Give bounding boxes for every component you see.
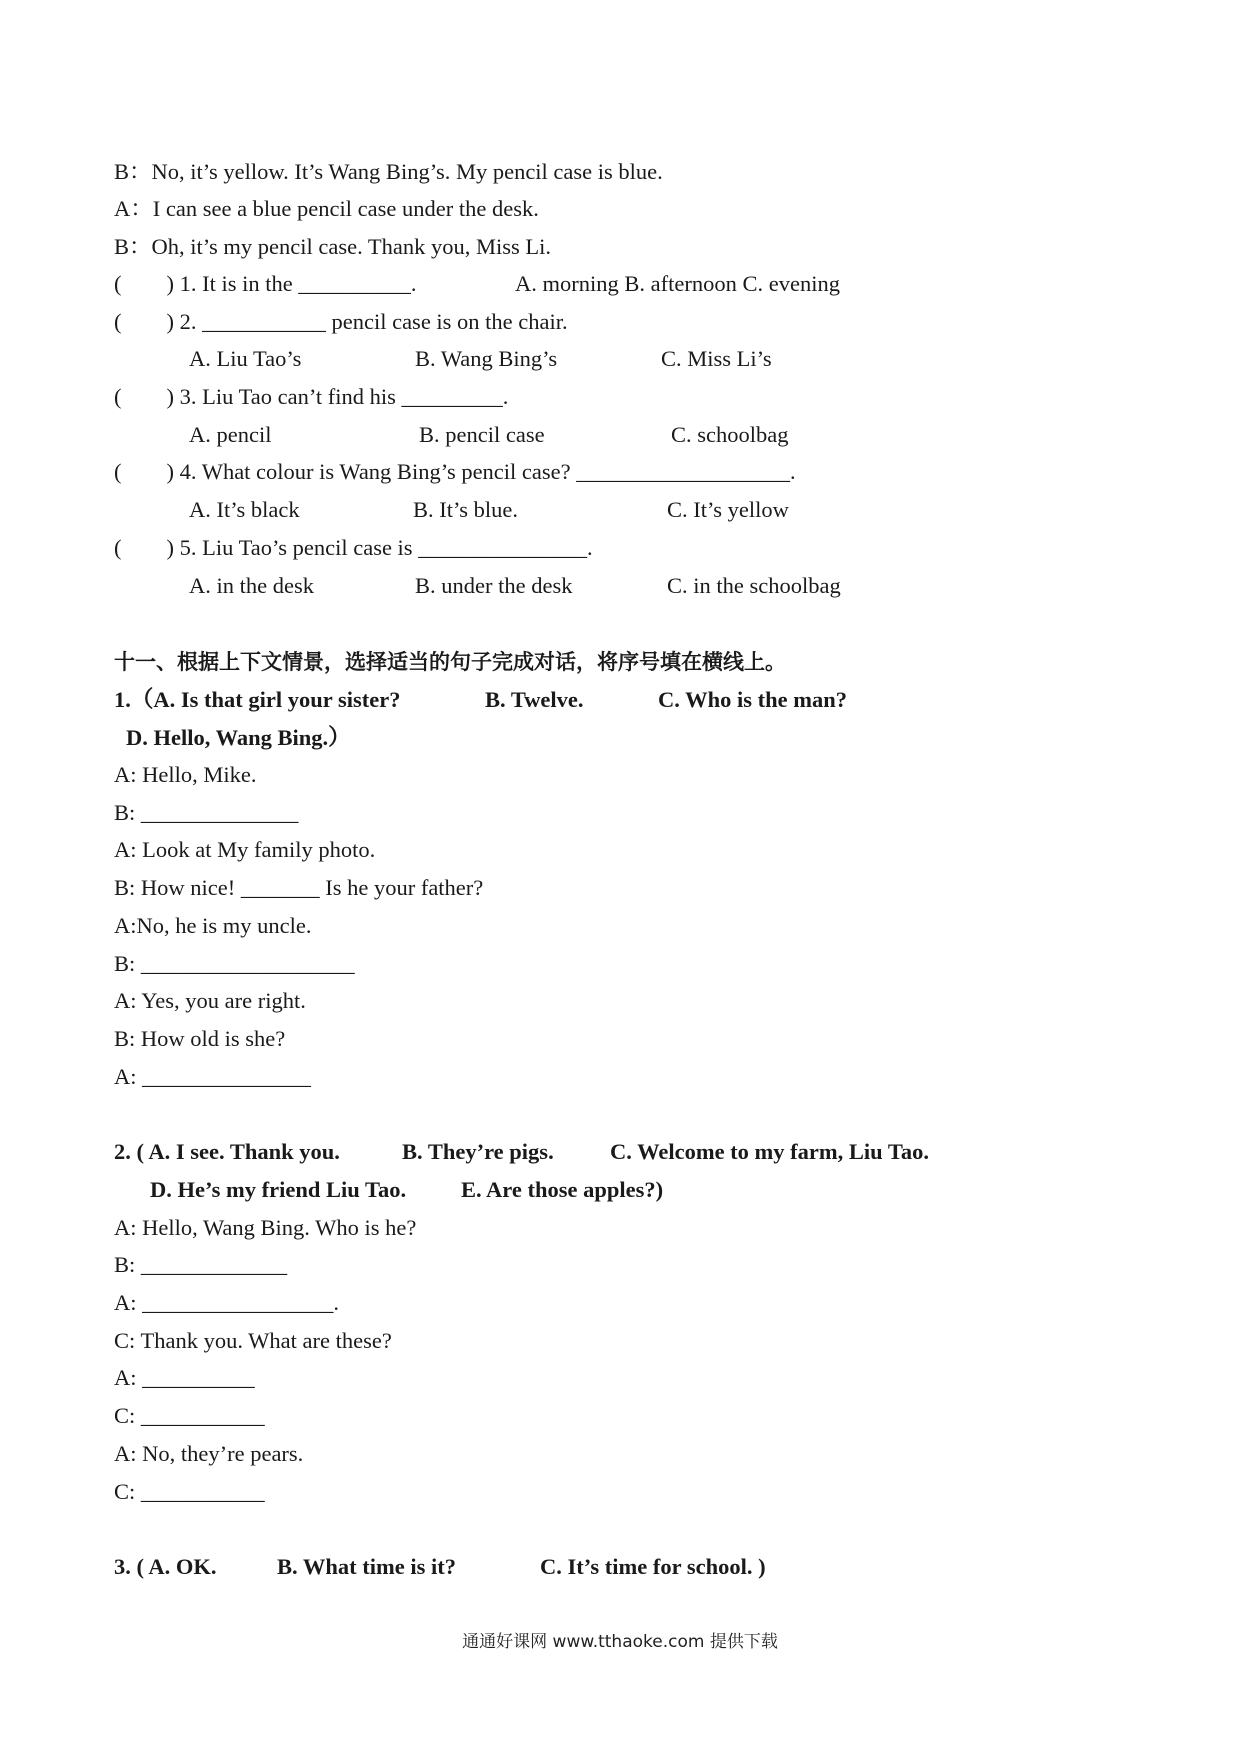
dialogue-2-line: A: _________________. <box>114 1290 339 1315</box>
question-2-option-a: A. Liu Tao’s <box>189 346 302 371</box>
dialogue-2-choice-a: 2. ( A. I see. Thank you. <box>114 1139 340 1164</box>
question-4-stem: ( ) 4. What colour is Wang Bing’s pencil case? ___________________. <box>114 459 796 484</box>
dialogue-1-line: A: Yes, you are right. <box>114 988 306 1013</box>
question-1-options: A. morning B. afternoon C. evening <box>515 271 840 296</box>
question-3-option-b: B. pencil case <box>419 422 545 447</box>
dialogue-3-choice-b: B. What time is it? <box>277 1554 456 1579</box>
dialogue-3-choice-a: 3. ( A. OK. <box>114 1554 217 1579</box>
dialogue-2-line: B: _____________ <box>114 1252 288 1277</box>
question-2-option-c: C. Miss Li’s <box>661 346 772 371</box>
dialogue-1-line: A: _______________ <box>114 1064 311 1089</box>
question-1-stem: ( ) 1. It is in the __________. <box>114 271 417 296</box>
dialogue-1-line: A:No, he is my uncle. <box>114 913 312 938</box>
dialogue-1-choice-b: B. Twelve. <box>485 687 584 712</box>
dialogue-1-line: A: Hello, Mike. <box>114 762 257 787</box>
question-3-option-a: A. pencil <box>189 422 272 447</box>
question-2-option-b: B. Wang Bing’s <box>415 346 558 371</box>
dialogue-2-line: C: ___________ <box>114 1403 265 1428</box>
dialogue-3-choice-c: C. It’s time for school. ) <box>540 1554 766 1579</box>
dialogue-2-line: A: Hello, Wang Bing. Who is he? <box>114 1215 417 1240</box>
dialogue-2-line: A: No, they’re pears. <box>114 1441 304 1466</box>
dialogue-2-choice-d: D. He’s my friend Liu Tao. <box>150 1177 407 1202</box>
question-4-option-a: A. It’s black <box>189 497 300 522</box>
dialogue-line: B：No, it’s yellow. It’s Wang Bing’s. My pencil case is blue. <box>114 159 663 184</box>
dialogue-1-line: B: How old is she? <box>114 1026 286 1051</box>
question-4-option-c: C. It’s yellow <box>667 497 789 522</box>
dialogue-1-choice-a: 1.（A. Is that girl your sister? <box>114 687 401 712</box>
dialogue-2-choice-e: E. Are those apples?) <box>461 1177 664 1202</box>
dialogue-1-choice-c: C. Who is the man? <box>658 687 847 712</box>
dialogue-1-line: A: Look at My family photo. <box>114 837 376 862</box>
page-footer: 通通好课网 www.tthaoke.com 提供下载 <box>462 1632 778 1652</box>
dialogue-2-line: C: Thank you. What are these? <box>114 1328 392 1353</box>
question-4-option-b: B. It’s blue. <box>413 497 518 522</box>
section-heading: 十一、根据上下文情景，选择适当的句子完成对话，将序号填在横线上。 <box>114 650 786 674</box>
question-5-option-a: A. in the desk <box>189 573 314 598</box>
question-5-option-c: C. in the schoolbag <box>667 573 841 598</box>
dialogue-1-line: B: ______________ <box>114 800 299 825</box>
dialogue-1-choice-d: D. Hello, Wang Bing.） <box>126 725 351 750</box>
dialogue-line: A：I can see a blue pencil case under the desk. <box>114 196 539 221</box>
dialogue-line: B：Oh, it’s my pencil case. Thank you, Miss Li. <box>114 234 552 259</box>
dialogue-2-line: C: ___________ <box>114 1479 265 1504</box>
dialogue-2-line: A: __________ <box>114 1365 255 1390</box>
dialogue-2-choice-b: B. They’re pigs. <box>402 1139 554 1164</box>
question-5-option-b: B. under the desk <box>415 573 573 598</box>
dialogue-2-choice-c: C. Welcome to my farm, Liu Tao. <box>610 1139 929 1164</box>
dialogue-1-line: B: ___________________ <box>114 951 355 976</box>
question-3-option-c: C. schoolbag <box>671 422 789 447</box>
question-3-stem: ( ) 3. Liu Tao can’t find his _________. <box>114 384 509 409</box>
dialogue-1-line: B: How nice! _______ Is he your father? <box>114 875 484 900</box>
question-2-stem: ( ) 2. ___________ pencil case is on the chair. <box>114 309 568 334</box>
question-5-stem: ( ) 5. Liu Tao’s pencil case is _______________. <box>114 535 593 560</box>
